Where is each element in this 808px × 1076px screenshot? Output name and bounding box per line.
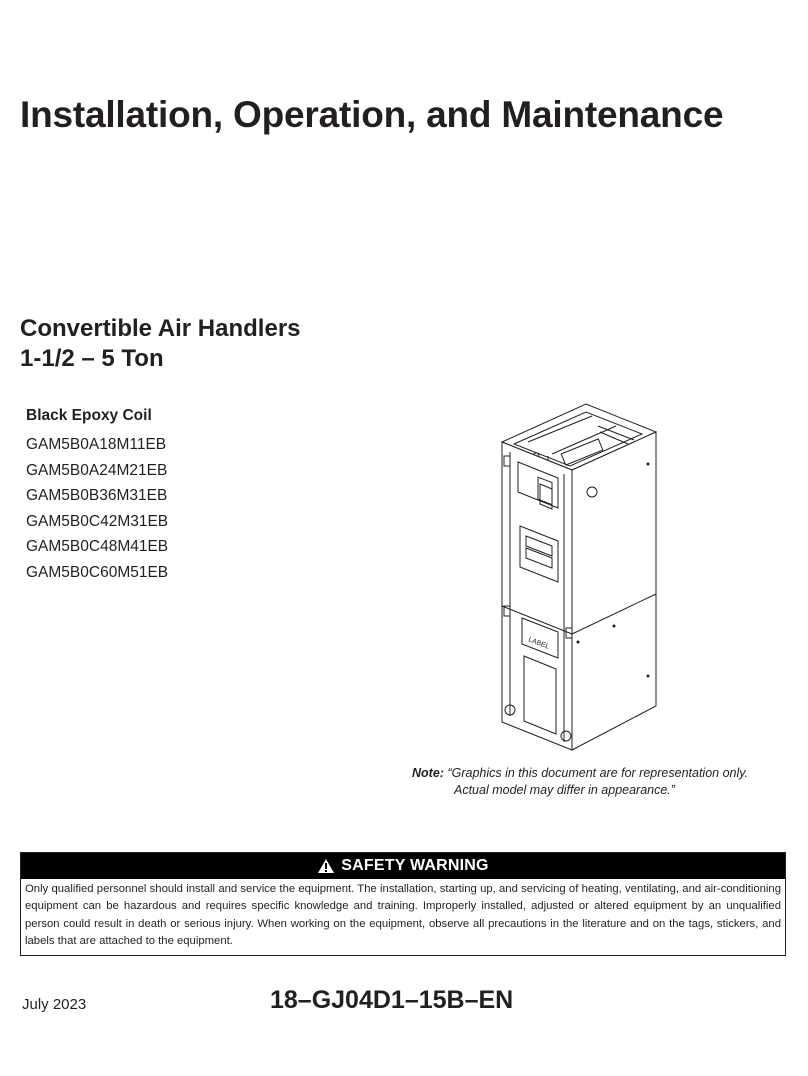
model-number: GAM5B0C48M41EB xyxy=(26,538,169,555)
model-number: GAM5B0A18M11EB xyxy=(26,436,167,453)
warning-triangle-icon xyxy=(317,858,335,874)
product-subtitle xyxy=(20,314,301,374)
safety-warning-header xyxy=(21,853,785,879)
unit-label-text: LABEL xyxy=(527,636,551,651)
product-name: Convertible Air Handlers xyxy=(20,315,301,342)
model-number: GAM5B0C60M51EB xyxy=(26,563,169,581)
air-handler-unit-drawing xyxy=(488,396,668,756)
representation-note xyxy=(412,765,792,799)
note-label: Note: xyxy=(412,766,444,780)
safety-warning-text: Only qualified personnel should install and service the equipment. The installation, starting up, and servicing of heating, ventilating, and air-conditioning equipment can be hazardous and requires specific knowledge and training. Improperly installed, adjusted or altered equipment by an unqualified person could result in death or serious injury. When working on the equipment, observe all precautions in the literature and on the tags, stickers, and labels that are attached to the equipment. xyxy=(25,883,781,948)
safety-warning-title: SAFETY WARNING xyxy=(341,857,489,874)
publication-date: July 2023 xyxy=(22,996,87,1013)
product-tonnage: 1-1/2 – 5 Ton xyxy=(20,345,164,372)
model-number: GAM5B0C42M31EB xyxy=(26,512,169,530)
air-handler-illustration xyxy=(488,396,668,761)
document-title: Installation, Operation, and Maintenance xyxy=(20,94,724,135)
model-number: GAM5B0B36M31EB xyxy=(26,487,168,504)
document-number: 18–GJ04D1–15B–EN xyxy=(270,986,514,1014)
note-line-2: Actual model may differ in appearance.” xyxy=(454,783,675,797)
safety-warning-box xyxy=(20,852,786,956)
model-number: GAM5B0A24M21EB xyxy=(26,461,168,479)
note-line-1: “Graphics in this document are for representation only. xyxy=(447,766,749,780)
coil-heading: Black Epoxy Coil xyxy=(26,407,152,424)
model-list xyxy=(26,432,168,585)
